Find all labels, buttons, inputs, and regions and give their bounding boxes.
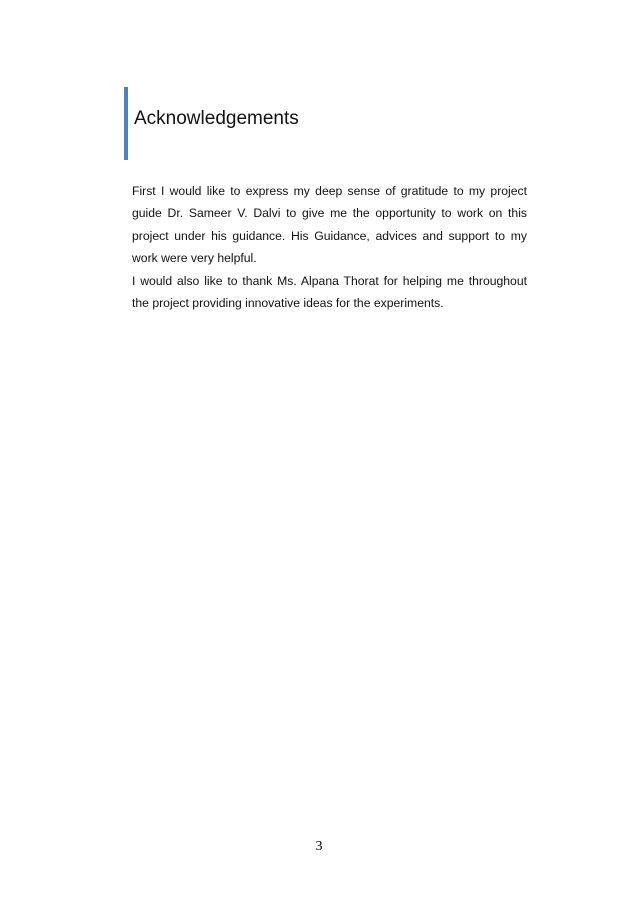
- paragraph-gratitude: First I would like to express my deep sense of gratitude to my project guide Dr. Sameer V. Dalvi to give me the opportunity to work on this project under his guidance. His Guidance, advices and support to my work were very helpful.: [132, 184, 527, 266]
- page-number: 3: [315, 839, 323, 854]
- paragraph-thanks: I would also like to thank Ms. Alpana Thorat for helping me throughout the project providing innovative ideas for the experiments.: [132, 273, 527, 311]
- page-title: Acknowledgements: [134, 108, 299, 129]
- heading-accent-bar: [124, 87, 128, 160]
- body-text: [132, 180, 527, 314]
- heading-block: [124, 87, 544, 160]
